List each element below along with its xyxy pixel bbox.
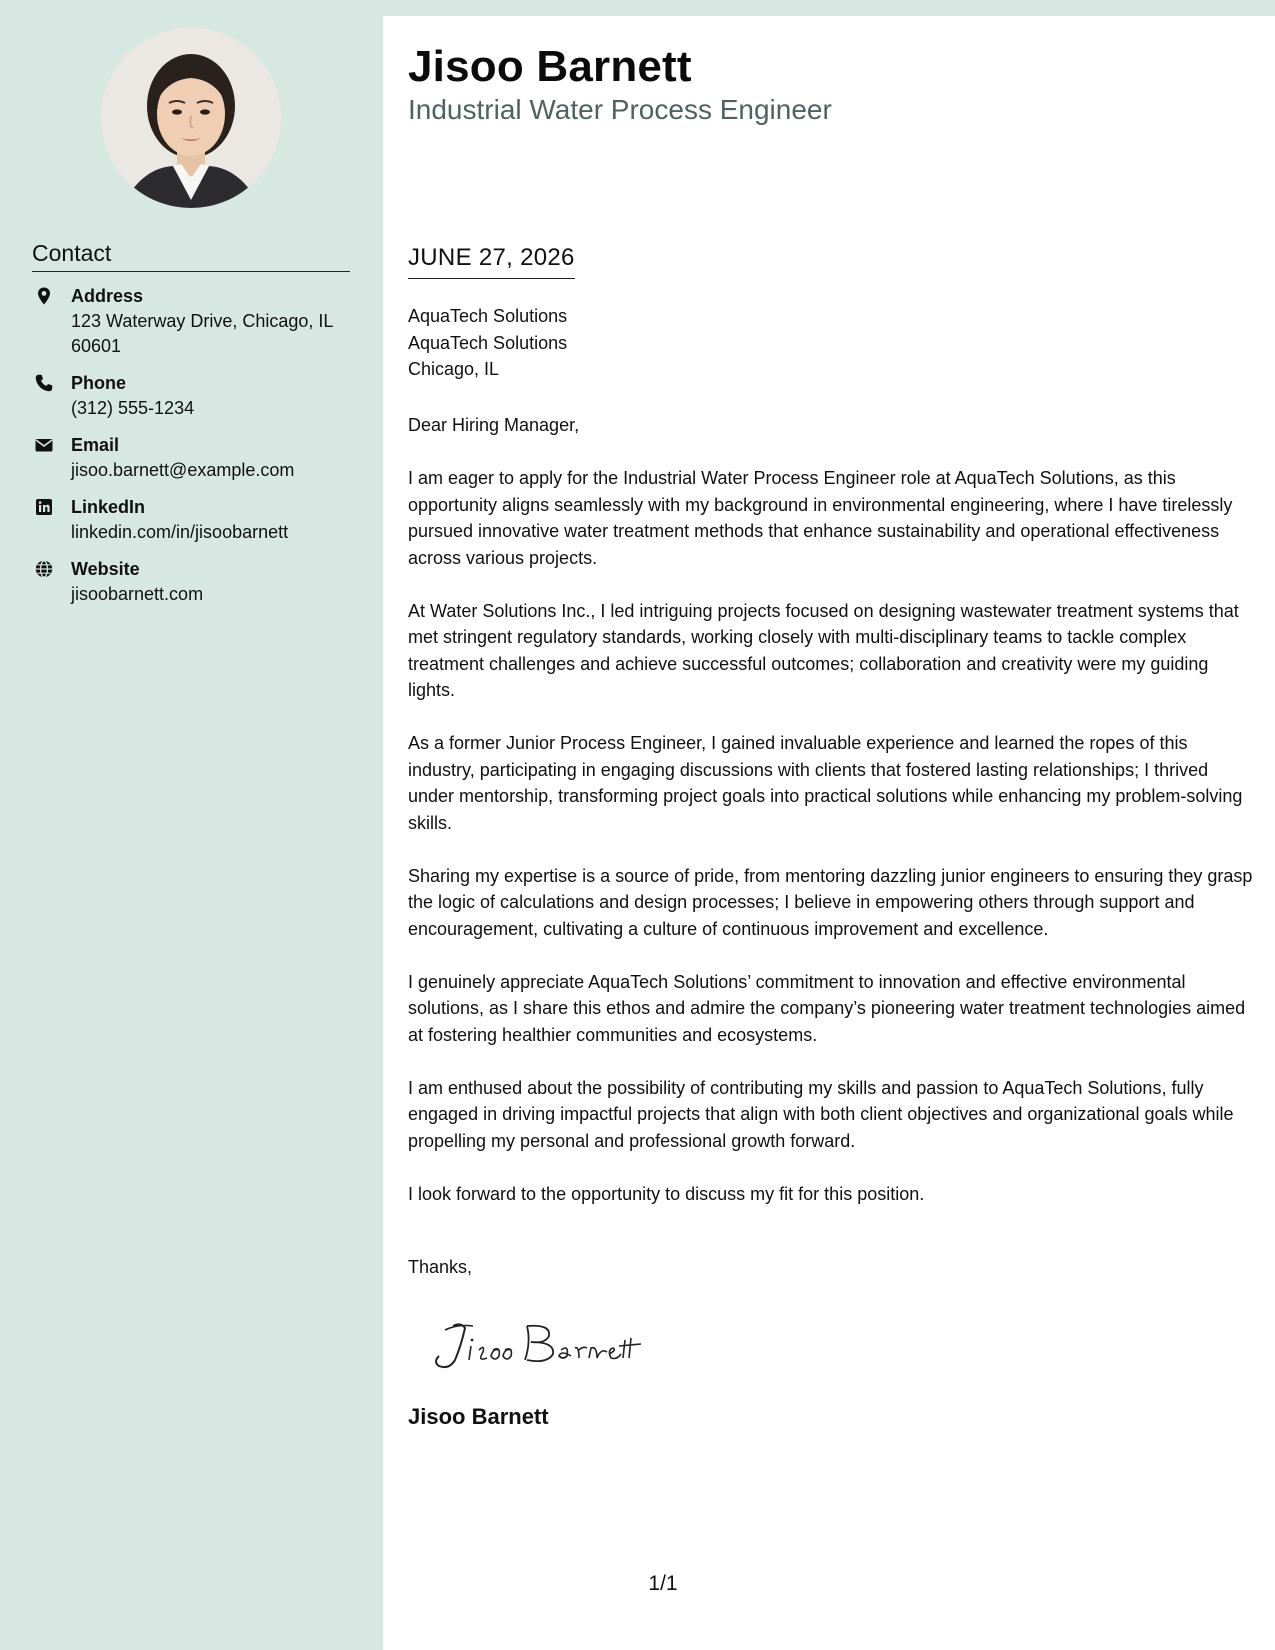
contact-list: [32, 284, 352, 619]
contact-item-address: [32, 284, 352, 359]
envelope-icon: [34, 435, 54, 455]
contact-label: LinkedIn: [71, 497, 146, 517]
recipient-line: AquaTech Solutions: [408, 306, 568, 326]
page-number: 1/1: [648, 1572, 678, 1595]
contact-value: (312) 555-1234: [71, 398, 195, 418]
paragraph: At Water Solutions Inc., I led intriguing projects focused on designing wastewater treatment systems that met stringent regulatory standards, working closely with multi-disciplinary teams to tackle complex treatment challenges and achieve successful outcomes; collaboration and creativity were my guiding lights.: [408, 600, 1239, 700]
contact-item-website: [32, 557, 352, 607]
contact-label: Email: [71, 435, 120, 455]
sidebar: [0, 0, 383, 1650]
signer-name: Jisoo Barnett: [408, 1404, 549, 1429]
globe-icon: [34, 559, 54, 579]
contact-item-linkedin: [32, 495, 352, 545]
contact-value: jisoobarnett.com: [71, 584, 204, 604]
paragraph: I am enthused about the possibility of contributing my skills and passion to AquaTech Solutions, fully engaged in driving impactful projects that align with both client objectives and organizational goals while propelling my personal and professional growth forward.: [408, 1077, 1234, 1151]
job-title: Industrial Water Process Engineer: [408, 94, 832, 125]
applicant-name: Jisoo Barnett: [408, 42, 692, 91]
paragraph: I genuinely appreciate AquaTech Solutions’ commitment to innovation and effective environmental solutions, as I share this ethos and admire the company’s pioneering water treatment technologies aimed at fostering healthier communities and ecosystems.: [408, 971, 1246, 1045]
linkedin-icon: [34, 497, 54, 517]
recipient-line: Chicago, IL: [408, 359, 500, 379]
contact-value: linkedin.com/in/jisoobarnett: [71, 522, 289, 542]
letter-date: JUNE 27, 2026: [408, 244, 575, 279]
contact-item-phone: [32, 371, 352, 421]
map-pin-icon: [34, 286, 54, 306]
closing: Thanks,: [408, 1257, 473, 1277]
contact-value: jisoo.barnett@example.com: [71, 460, 295, 480]
profile-photo: [101, 28, 281, 208]
recipient-block: [408, 303, 567, 383]
contact-heading: Contact: [32, 240, 350, 272]
contact-item-email: [32, 433, 352, 483]
contact-label: Website: [71, 559, 140, 579]
contact-value: 123 Waterway Drive, Chicago, IL 60601: [71, 311, 333, 356]
paragraph: As a former Junior Process Engineer, I gained invaluable experience and learned the ropes of this industry, participating in engaging discussions with clients that fostered lasting relationships; I thrived under mentorship, transforming project goals into practical solutions while enhancing my problem-solving skills.: [408, 733, 1243, 833]
handwritten-signature: [431, 1316, 651, 1376]
paragraph: Sharing my expertise is a source of pride, from mentoring dazzling junior engineers to ensuring they grasp the logic of calculations and design processes; I believe in empowering others through support and encouragement, cultivating a culture of continuous improvement and excellence.: [408, 865, 1253, 939]
contact-label: Phone: [71, 373, 127, 393]
paragraph: I am eager to apply for the Industrial Water Process Engineer role at AquaTech Solutions, as this opportunity aligns seamlessly with my background in environmental engineering, where I have tirelessly pursued innovative water treatment methods that enhance sustainability and operational effectiveness across various projects.: [408, 468, 1233, 568]
contact-label: Address: [71, 286, 144, 306]
letter-text: [408, 412, 1258, 1234]
phone-icon: [34, 373, 54, 393]
salutation: Dear Hiring Manager,: [408, 415, 580, 435]
paragraph: I look forward to the opportunity to discuss my fit for this position.: [408, 1183, 925, 1204]
letter-body: [383, 16, 1275, 1650]
recipient-line: AquaTech Solutions: [408, 332, 568, 353]
